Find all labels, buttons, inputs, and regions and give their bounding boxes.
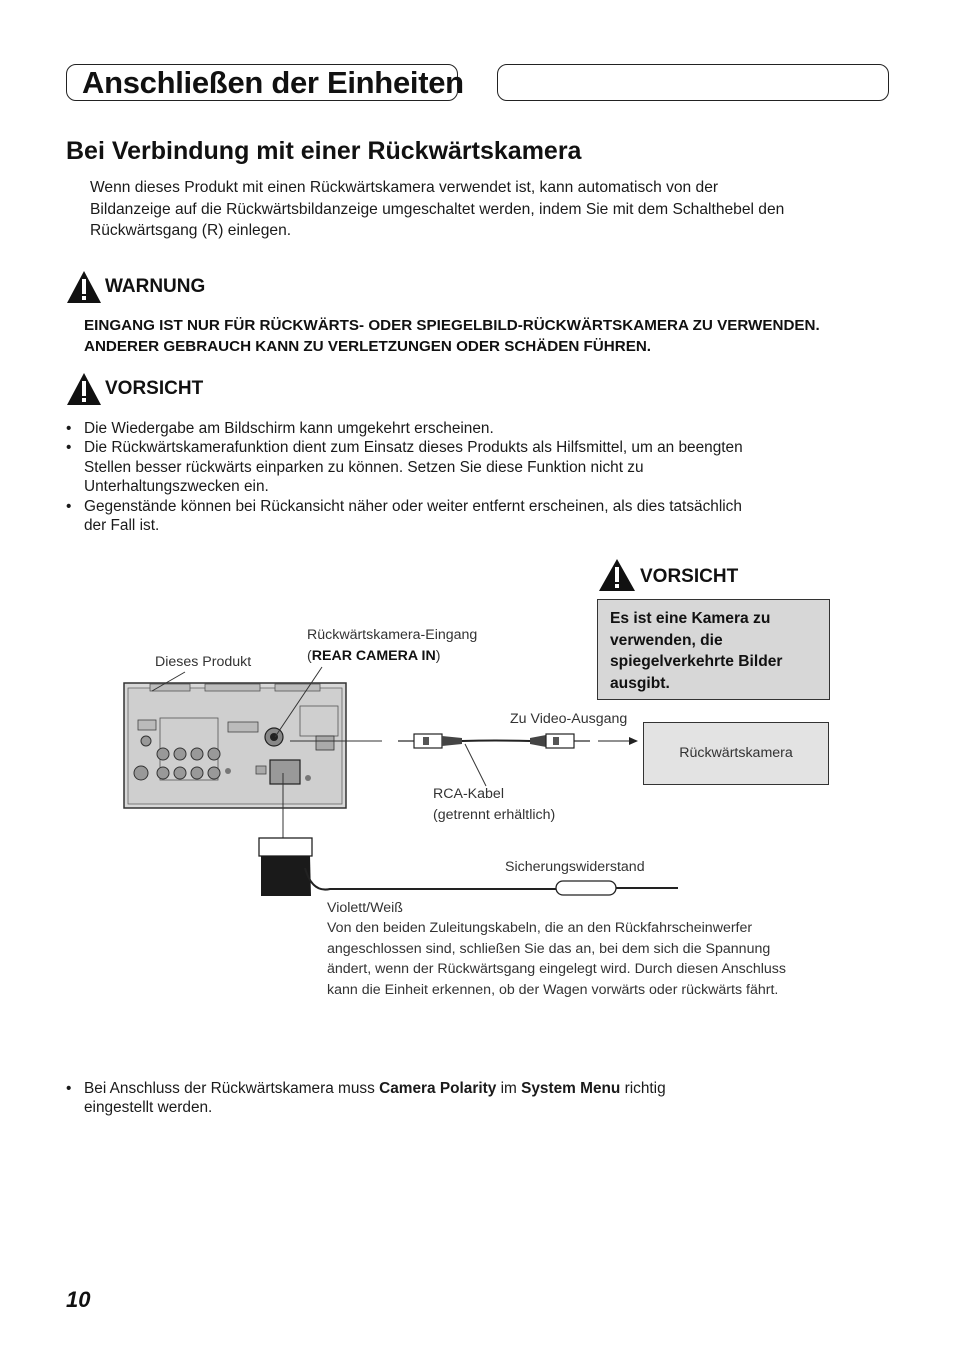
note-setting: Camera Polarity <box>379 1080 497 1097</box>
rear-input-label: Rückwärtskamera-Eingang <box>307 627 478 643</box>
diagram-caution-text: Es ist eine Kamera zu verwenden, die spiegelverkehrte Bilder ausgibt. <box>610 610 783 692</box>
caution-heading: VORSICHT <box>105 378 204 399</box>
section-title: Bei Verbindung mit einer Rückwärtskamera <box>66 137 582 165</box>
list-item: • Die Wiedergabe am Bildschirm kann umgekehrt erscheinen. <box>66 420 494 437</box>
rear-input-name: (REAR CAMERA IN) <box>307 648 441 664</box>
note-menu: System Menu <box>521 1080 621 1097</box>
product-label: Dieses Produkt <box>155 654 252 670</box>
list-item-text: Gegenstände können bei Rückansicht näher oder weiter entfernt erscheinen, als dies tatsächlich der Fall ist. <box>84 497 742 535</box>
page-number: 10 <box>66 1287 91 1312</box>
warning-heading: WARNUNG <box>105 276 206 297</box>
diagram-caution-heading: VORSICHT <box>640 566 739 587</box>
head-unit-rear-panel <box>124 683 346 808</box>
wire-color-label: Violett/Weiß <box>327 900 403 916</box>
wire-description: Von den beiden Zuleitungskabeln, die an den Rückfahrscheinwerfer angeschlossen sind, schließen Sie das an, bei dem sich die Spannung ändert, wenn der Rückwärtsgang eingelegt wird. Durch diesen Anschluss kann die Einheit erkennen, ob der Wagen vorwärts oder rückwärts fährt. <box>327 920 786 998</box>
list-item: • Gegenstände können bei Rückansicht näher oder weiter entfernt erscheinen, als dies tatsächlich der Fall ist. <box>66 497 742 535</box>
fuse-label: Sicherungswiderstand <box>505 859 645 875</box>
note-list <box>66 1079 766 1118</box>
note-prefix: Bei Anschluss der Rückwärtskamera muss <box>84 1080 380 1097</box>
intro-paragraph: Wenn dieses Produkt mit einen Rückwärtskamera verwendet ist, kann automatisch von der Bildanzeige auf die Rückwärtsbildanzeige umgeschaltet werden, indem Sie mit dem Schalthebel den Rückwärtsgang (R) einlegen. <box>90 179 785 240</box>
list-item-text: Die Rückwärtskamerafunktion dient zum Einsatz dieses Produkts als Hilfsmittel, um an beengten Stellen besser rückwärts einparken zu können. Setzen Sie diese Funktion nicht zu Unterhaltungszwecken ein. <box>84 439 743 496</box>
list-item: • Die Rückwärtskamerafunktion dient zum Einsatz dieses Produkts als Hilfsmittel, um an beengten Stellen besser rückwärts einparken zu können. Setzen Sie diese Funktion nicht zu Unterhaltungszwecken ein. <box>66 439 743 496</box>
rca-cable-note: (getrennt erhältlich) <box>433 807 556 823</box>
list-item-text: Die Wiedergabe am Bildschirm kann umgekehrt erscheinen. <box>84 420 494 437</box>
rca-cable-label: RCA-Kabel <box>433 786 504 802</box>
list-item: • Bei Anschluss der Rückwärtskamera muss Camera Polarity im System Menu richtig eingestellt werden. <box>66 1080 666 1117</box>
warning-text: EINGANG IST NUR FÜR RÜCKWÄRTS- ODER SPIEGELBILD-RÜCKWÄRTSKAMERA ZU VERWENDEN. ANDERER GEBRAUCH KANN ZU VERLETZUNGEN ODER SCHÄDEN FÜHREN. <box>84 317 820 355</box>
camera-label: Rückwärtskamera <box>679 745 793 761</box>
page-title: Anschließen der Einheiten <box>82 65 464 100</box>
video-out-label: Zu Video-Ausgang <box>510 711 628 727</box>
